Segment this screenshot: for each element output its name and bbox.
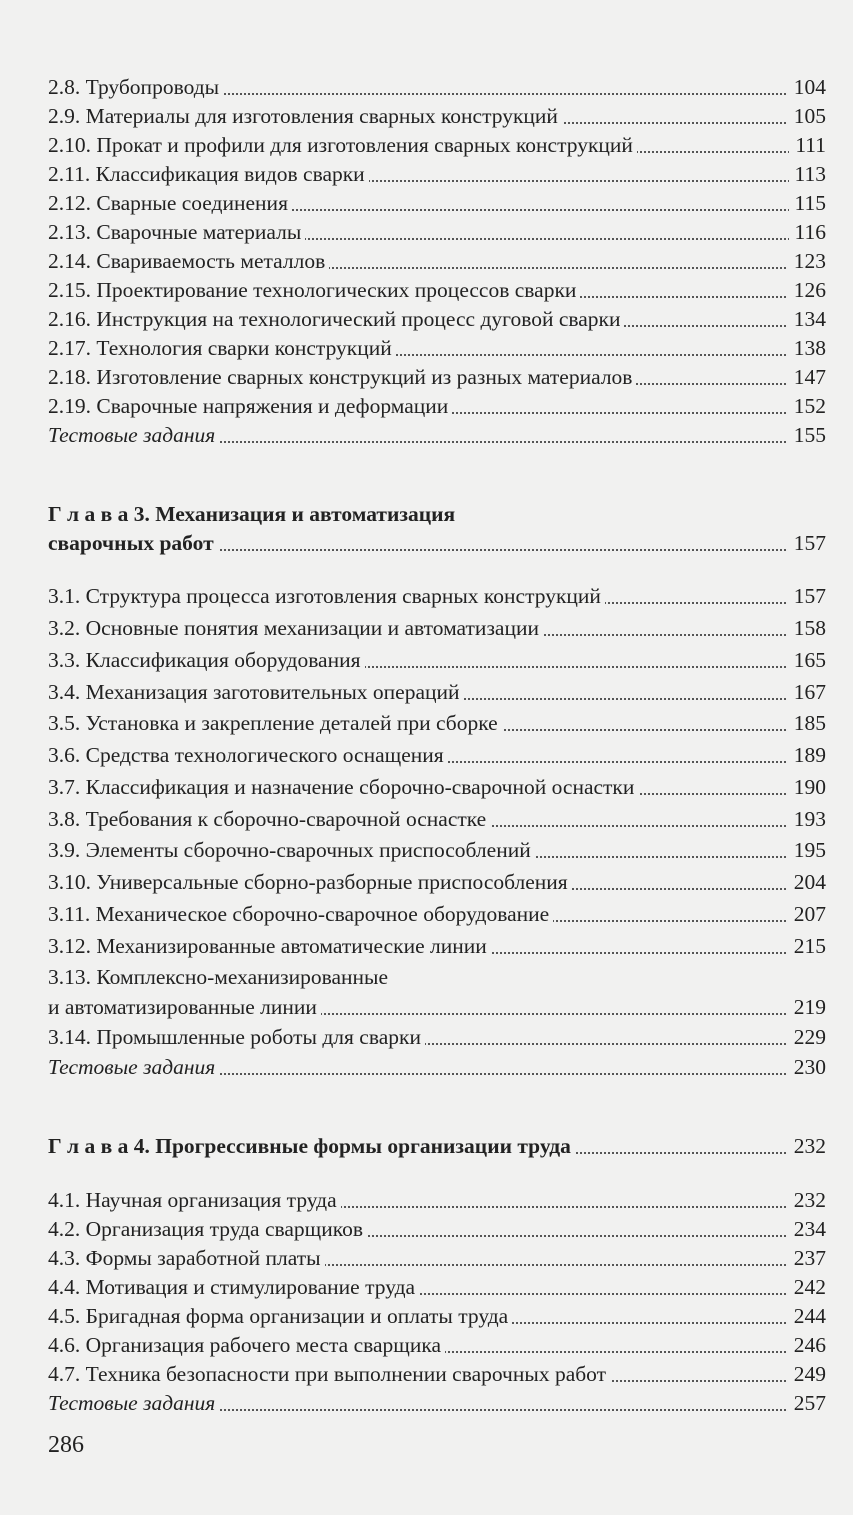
toc-entry	[48, 159, 826, 189]
toc-entry-page: 113	[789, 159, 826, 189]
toc-entry-title: 2.14. Свариваемость металлов	[48, 246, 329, 276]
toc-entry	[48, 962, 826, 992]
toc-entry	[48, 1388, 826, 1418]
toc-entry-page: 189	[788, 740, 826, 770]
toc-entry-page: 232	[788, 1185, 826, 1215]
toc-entry	[48, 420, 826, 450]
toc-entry-title: 4.4. Мотивация и стимулирование труда	[48, 1272, 419, 1302]
toc-entry-page: 190	[788, 772, 826, 802]
toc-entry-page: 152	[788, 391, 826, 421]
toc-entry	[48, 246, 826, 276]
toc-entry-page: 147	[788, 362, 826, 392]
toc-entry	[48, 835, 826, 865]
toc-entry-title: 2.18. Изготовление сварных конструкций из разных материалов	[48, 362, 636, 392]
toc-entry-title: 2.17. Технология сварки конструкций	[48, 333, 396, 363]
toc-entry-title: 4.7. Техника безопасности при выполнении сварочных работ	[48, 1359, 610, 1389]
toc-entry	[48, 645, 826, 675]
toc-entry	[48, 188, 826, 218]
toc-entry-page: 105	[788, 101, 826, 131]
toc-entry-title: 3.13. Комплексно-механизированные	[48, 962, 392, 992]
toc-entry-title: 2.11. Классификация видов сварки	[48, 159, 369, 189]
toc-entry-title: 2.15. Проектирование технологических процессов сварки	[48, 275, 580, 305]
toc-entry-page: 204	[788, 867, 826, 897]
toc-entry-page: 193	[788, 804, 826, 834]
toc-entry	[48, 275, 826, 305]
toc-entry	[48, 931, 826, 961]
toc-entry-title: 4.2. Организация труда сварщиков	[48, 1214, 367, 1244]
toc-entry-title: 3.14. Промышленные роботы для сварки	[48, 1022, 425, 1052]
toc-entry-page: 165	[788, 645, 826, 675]
toc-entry	[48, 804, 826, 834]
toc-entry	[48, 1243, 826, 1273]
toc-entry	[48, 992, 826, 1022]
toc-entry-page: 229	[788, 1022, 826, 1052]
toc-entry-title: 2.13. Сварочные материалы	[48, 217, 305, 247]
toc-entry-page: 242	[788, 1272, 826, 1302]
toc-entry-page: 195	[788, 835, 826, 865]
toc-entry	[48, 1272, 826, 1302]
toc-entry-title: 3.1. Структура процесса изготовления сварных конструкций	[48, 581, 605, 611]
toc-entry-title: 3.7. Классификация и назначение сборочно-сварочной оснастки	[48, 772, 638, 802]
toc-entry-page: 246	[788, 1330, 826, 1360]
toc-entry-page: 207	[788, 899, 826, 929]
toc-entry-title: 3.8. Требования к сборочно-сварочной оснастке	[48, 804, 490, 834]
toc-entry-title: 4.6. Организация рабочего места сварщика	[48, 1330, 445, 1360]
toc-entry	[48, 772, 826, 802]
toc-entry-page: 230	[788, 1052, 826, 1082]
toc-entry-title: 4.1. Научная организация труда	[48, 1185, 341, 1215]
toc-entry	[48, 867, 826, 897]
toc-entry	[48, 677, 826, 707]
toc-entry-title: 3.12. Механизированные автоматические линии	[48, 931, 491, 961]
toc-entry-page: 237	[788, 1243, 826, 1273]
toc-entry	[48, 333, 826, 363]
toc-entry-page: 104	[788, 72, 826, 102]
toc-entry	[48, 217, 826, 247]
toc-entry	[48, 101, 826, 131]
toc-entry	[48, 391, 826, 421]
toc-entry	[48, 130, 826, 160]
toc-entry-title: и автоматизированные линии	[48, 992, 321, 1022]
chapter-heading	[48, 1131, 826, 1161]
toc-entry-page: 257	[788, 1388, 826, 1418]
toc-entry-title: Г л а в а 3. Механизация и автоматизация	[48, 499, 455, 529]
toc-entry	[48, 72, 826, 102]
toc-entry-title: 4.3. Формы заработной платы	[48, 1243, 325, 1273]
toc-entry-page: 232	[788, 1131, 826, 1161]
toc-entry-page: 167	[788, 677, 826, 707]
toc-entry-title: сварочных работ	[48, 528, 218, 558]
toc-entry-title: 3.3. Классификация оборудования	[48, 645, 365, 675]
toc-entry-title: Тестовые задания	[48, 1388, 219, 1418]
toc-entry	[48, 581, 826, 611]
toc-entry	[48, 1022, 826, 1052]
toc-entry-title: 2.8. Трубопроводы	[48, 72, 223, 102]
toc-entry-page: 244	[788, 1301, 826, 1331]
toc-entry-title: Тестовые задания	[48, 1052, 219, 1082]
toc-entry-page: 155	[788, 420, 826, 450]
toc-entry-page: 219	[788, 992, 826, 1022]
toc-entry	[48, 362, 826, 392]
toc-entry-page: 234	[788, 1214, 826, 1244]
toc-entry-page: 134	[788, 304, 826, 334]
toc-entry-title: 2.12. Сварные соединения	[48, 188, 292, 218]
toc-entry-page: 126	[788, 275, 826, 305]
toc-entry-title: 3.11. Механическое сборочно-сварочное оборудование	[48, 899, 553, 929]
toc-entry-title: 2.10. Прокат и профили для изготовления сварных конструкций	[48, 130, 637, 160]
toc-entry-page: 111	[789, 130, 826, 160]
toc-entry-page: 116	[789, 217, 826, 247]
toc-entry-title: 2.9. Материалы для изготовления сварных конструкций	[48, 101, 562, 131]
toc-entry	[48, 1185, 826, 1215]
toc-entry-page: 157	[788, 528, 826, 558]
toc-entry	[48, 304, 826, 334]
toc-entry-page: 123	[788, 246, 826, 276]
toc-entry	[48, 1359, 826, 1389]
toc-entry-title: Г л а в а 4. Прогрессивные формы организации труда	[48, 1131, 575, 1161]
toc-entry	[48, 1330, 826, 1360]
chapter-heading	[48, 528, 826, 558]
toc-entry-title: 3.4. Механизация заготовительных операций	[48, 677, 464, 707]
toc-entry-page: 138	[788, 333, 826, 363]
toc-entry-title: 3.9. Элементы сборочно-сварочных приспособлений	[48, 835, 535, 865]
chapter-heading	[48, 499, 826, 529]
toc-entry-page: 157	[788, 581, 826, 611]
toc-entry-title: 3.5. Установка и закрепление деталей при сборке	[48, 708, 502, 738]
toc-entry	[48, 899, 826, 929]
toc-entry-title: 3.6. Средства технологического оснащения	[48, 740, 448, 770]
toc-entry	[48, 613, 826, 643]
toc-entry-page: 249	[788, 1359, 826, 1389]
toc-entry	[48, 740, 826, 770]
toc-entry-page: 158	[788, 613, 826, 643]
toc-entry-title: 2.16. Инструкция на технологический процесс дуговой сварки	[48, 304, 624, 334]
toc-entry-title: 4.5. Бригадная форма организации и оплаты труда	[48, 1301, 512, 1331]
toc-entry	[48, 708, 826, 738]
toc-entry-title: 2.19. Сварочные напряжения и деформации	[48, 391, 452, 421]
toc-entry	[48, 1052, 826, 1082]
toc-entry-page: 185	[788, 708, 826, 738]
page-number: 286	[48, 1432, 84, 1458]
toc-entry	[48, 1214, 826, 1244]
toc-entry	[48, 1301, 826, 1331]
toc-entry-page: 115	[789, 188, 826, 218]
toc-entry-title: 3.2. Основные понятия механизации и автоматизации	[48, 613, 543, 643]
toc-entry-title: 3.10. Универсальные сборно-разборные приспособления	[48, 867, 572, 897]
toc-entry-page: 215	[788, 931, 826, 961]
toc-entry-title: Тестовые задания	[48, 420, 219, 450]
